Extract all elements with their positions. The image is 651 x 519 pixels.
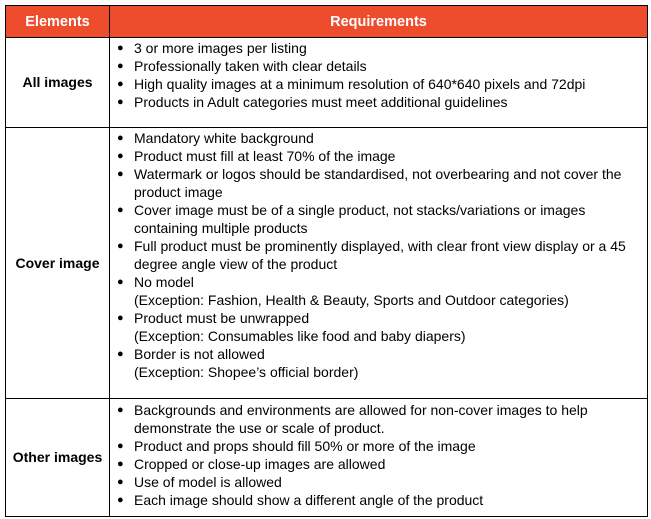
requirement-list	[110, 401, 647, 509]
bullet-icon: ●	[117, 150, 124, 162]
bullet-icon: ●	[117, 404, 124, 416]
requirement-item	[117, 345, 647, 381]
table-row	[6, 38, 648, 128]
requirement-item	[117, 93, 647, 111]
requirement-exception: (Exception: Fashion, Health & Beauty, Sports and Outdoor categories)	[134, 292, 569, 308]
requirement-text: Each image should show a different angle of the product	[134, 492, 484, 508]
requirement-text: No model	[134, 274, 194, 290]
requirement-item	[117, 39, 647, 57]
requirement-text: 3 or more images per listing	[134, 40, 307, 56]
requirement-text: Border is not allowed	[134, 346, 265, 362]
header-row	[6, 6, 648, 38]
bullet-icon: ●	[117, 168, 124, 180]
requirement-text: Use of model is allowed	[134, 474, 282, 490]
requirement-item	[117, 75, 647, 93]
requirement-item	[117, 273, 647, 309]
requirement-item	[117, 401, 647, 437]
requirements-cell	[110, 128, 648, 399]
requirement-text: Backgrounds and environments are allowed for non-cover images to help demonstrate the use or scale of product.	[134, 402, 588, 436]
requirement-item	[117, 473, 647, 491]
element-name: Cover image	[6, 128, 110, 399]
table-row	[6, 399, 648, 517]
requirement-item	[117, 437, 647, 455]
bullet-icon: ●	[117, 348, 124, 360]
requirement-item	[117, 147, 647, 165]
requirement-item	[117, 309, 647, 345]
header-requirements: Requirements	[110, 6, 648, 38]
requirement-item	[117, 455, 647, 473]
requirement-item	[117, 237, 647, 273]
requirement-item	[117, 57, 647, 75]
requirement-text: Product and props should fill 50% or more of the image	[134, 438, 476, 454]
requirements-cell	[110, 38, 648, 128]
requirement-exception: (Exception: Shopee’s official border)	[134, 364, 359, 380]
bullet-icon: ●	[117, 96, 124, 108]
requirement-text: Product must fill at least 70% of the image	[134, 148, 396, 164]
requirements-table	[5, 5, 648, 517]
table-row	[6, 128, 648, 399]
bullet-icon: ●	[117, 240, 124, 252]
requirement-item	[117, 201, 647, 237]
bullet-icon: ●	[117, 440, 124, 452]
requirement-item	[117, 129, 647, 147]
requirement-list	[110, 129, 647, 381]
requirement-text: Products in Adult categories must meet additional guidelines	[134, 94, 508, 110]
requirement-text: Professionally taken with clear details	[134, 58, 367, 74]
requirement-item	[117, 491, 647, 509]
element-name: All images	[6, 38, 110, 128]
element-name: Other images	[6, 399, 110, 517]
requirement-text: High quality images at a minimum resolution of 640*640 pixels and 72dpi	[134, 76, 586, 92]
bullet-icon: ●	[117, 60, 124, 72]
header-elements: Elements	[6, 6, 110, 38]
requirement-text: Product must be unwrapped	[134, 310, 310, 326]
bullet-icon: ●	[117, 78, 124, 90]
requirement-item	[117, 165, 647, 201]
requirement-list	[110, 39, 647, 111]
bullet-icon: ●	[117, 132, 124, 144]
bullet-icon: ●	[117, 494, 124, 506]
requirement-text: Watermark or logos should be standardised, not overbearing and not cover the product image	[134, 166, 622, 200]
bullet-icon: ●	[117, 476, 124, 488]
bullet-icon: ●	[117, 312, 124, 324]
requirement-text: Cropped or close-up images are allowed	[134, 456, 386, 472]
bullet-icon: ●	[117, 204, 124, 216]
bullet-icon: ●	[117, 276, 124, 288]
bullet-icon: ●	[117, 458, 124, 470]
requirement-exception: (Exception: Consumables like food and baby diapers)	[134, 328, 466, 344]
requirement-text: Full product must be prominently displayed, with clear front view display or a 45 degree angle view of the product	[134, 238, 626, 272]
requirement-text: Mandatory white background	[134, 130, 314, 146]
requirements-cell	[110, 399, 648, 517]
bullet-icon: ●	[117, 42, 124, 54]
requirement-text: Cover image must be of a single product, not stacks/variations or images containing multiple products	[134, 202, 586, 236]
